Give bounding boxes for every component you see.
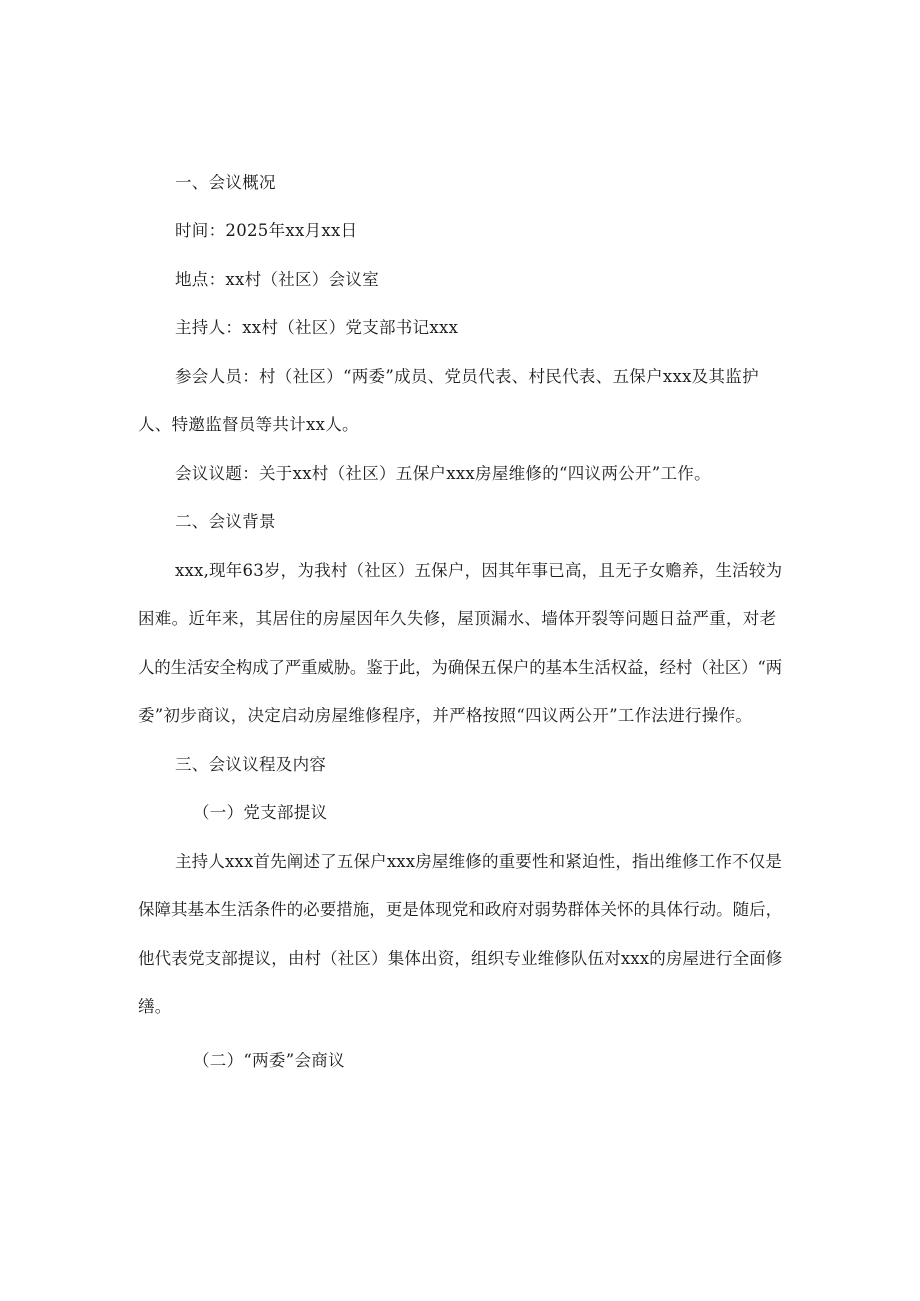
- background-line-4: 委”初步商议，决定启动房屋维修程序，并严格按照“四议两公开”工作法进行操作。: [138, 706, 753, 725]
- proposal-line-4: 缮。: [138, 997, 172, 1016]
- meeting-topic: 会议议题：关于xx村（社区）五保户xxx房屋维修的“四议两公开”工作。: [175, 464, 711, 483]
- meeting-time: 时间：2025年xx月xx日: [175, 221, 358, 240]
- background-line-3: 人的生活安全构成了严重威胁。鉴于此，为确保五保户的基本生活权益，经村（社区）“两: [138, 658, 782, 677]
- meeting-attendees-line-2: 人、特邀监督员等共计xx人。: [138, 415, 359, 434]
- section-heading-background: 二、会议背景: [175, 512, 276, 531]
- background-line-1: xxx,现年63岁，为我村（社区）五保户，因其年事已高，且无子女赡养，生活较为: [175, 561, 783, 580]
- proposal-line-3: 他代表党支部提议，由村（社区）集体出资，组织专业维修队伍对xxx的房屋进行全面修: [138, 949, 783, 968]
- proposal-line-2: 保障其基本生活条件的必要措施，更是体现党和政府对弱势群体关怀的具体行动。随后，: [138, 900, 783, 919]
- subheading-committee-discussion: （二）“两委”会商议: [193, 1051, 345, 1070]
- meeting-attendees-line-1: 参会人员：村（社区）“两委”成员、党员代表、村民代表、五保户xxx及其监护: [175, 367, 759, 386]
- section-heading-agenda: 三、会议议程及内容: [175, 755, 327, 774]
- subheading-party-proposal: （一）党支部提议: [193, 803, 328, 822]
- proposal-line-1: 主持人xxx首先阐述了五保户xxx房屋维修的重要性和紧迫性，指出维修工作不仅是: [175, 852, 783, 871]
- background-line-2: 困难。近年来，其居住的房屋因年久失修，屋顶漏水、墙体开裂等问题日益严重，对老: [138, 609, 777, 628]
- section-heading-overview: 一、会议概况: [175, 173, 276, 192]
- meeting-host: 主持人：xx村（社区）党支部书记xxx: [175, 318, 459, 337]
- meeting-place: 地点：xx村（社区）会议室: [175, 270, 380, 289]
